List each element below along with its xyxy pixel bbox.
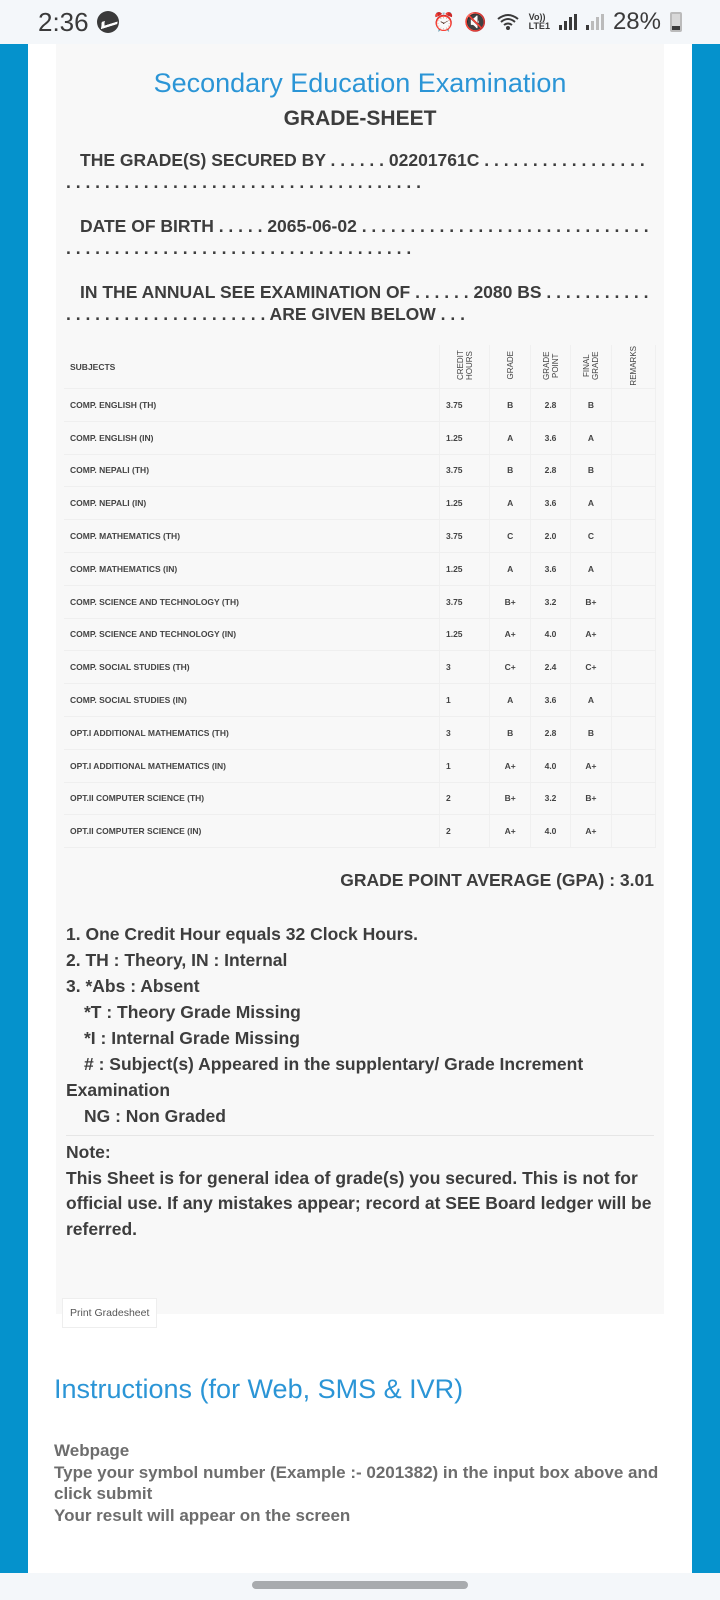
credit-hours-cell: 3.75 (439, 585, 489, 618)
lte-label: LTE1 (528, 21, 550, 31)
secured-by-line: THE GRADE(S) SECURED BY . . . . . . 02201761C . . . . . . . . . . . . . . . . . . . . . . . . . . . . . . . . . . . . . . . . . . . . . . . . . . . . . . (66, 150, 645, 192)
grade-cell: A+ (490, 815, 530, 848)
grade-cell: A+ (490, 749, 530, 782)
header-remarks-label: REMARKS (628, 345, 638, 386)
content-container (28, 44, 692, 1573)
grade-cell: C (490, 520, 530, 553)
wifi-icon (496, 12, 520, 32)
grade-point-cell: 3.2 (530, 585, 570, 618)
exam-title: Secondary Education Examination (153, 68, 567, 98)
table-row (64, 389, 656, 422)
remarks-cell (611, 389, 655, 422)
volte-label: Vo)) (528, 12, 546, 22)
final-grade-cell: A (571, 552, 611, 585)
final-grade-cell: B+ (571, 782, 611, 815)
header-grade-label: GRADE (505, 351, 515, 380)
instructions-line: Type your symbol number (Example :- 0201382) in the input box above and click submit (54, 1462, 659, 1503)
table-row (64, 815, 656, 848)
battery-icon (670, 12, 682, 32)
remarks-cell (611, 716, 655, 749)
legend (56, 921, 664, 1129)
credit-hours-cell: 1 (439, 749, 489, 782)
note-heading: Note: (66, 1142, 111, 1163)
print-gradesheet-button[interactable]: Print Gradesheet (62, 1298, 157, 1328)
final-grade-cell: B+ (571, 585, 611, 618)
final-grade-cell: C (571, 520, 611, 553)
final-grade-cell: A+ (571, 749, 611, 782)
credit-hours-cell: 1.25 (439, 552, 489, 585)
table-row (64, 618, 656, 651)
table-row (64, 454, 656, 487)
grade-point-cell: 2.8 (530, 389, 570, 422)
remarks-cell (611, 684, 655, 717)
remarks-cell (611, 487, 655, 520)
grade-point-cell: 4.0 (530, 749, 570, 782)
table-row (64, 749, 656, 782)
status-left (38, 7, 119, 38)
subject-cell: COMP. MATHEMATICS (IN) (64, 552, 439, 585)
final-grade-cell: A+ (571, 618, 611, 651)
table-header-row (64, 345, 656, 389)
remarks-cell (611, 618, 655, 651)
grade-point-cell: 4.0 (530, 618, 570, 651)
table-row (64, 520, 656, 553)
legend-item: 2. TH : Theory, IN : Internal (66, 950, 288, 971)
subject-cell: COMP. NEPALI (IN) (64, 487, 439, 520)
header-credit-hours (439, 345, 489, 389)
table-row (64, 782, 656, 815)
grade-cell: A (490, 552, 530, 585)
grade-cell: B+ (490, 782, 530, 815)
instructions-body (54, 1440, 664, 1526)
table-row (64, 651, 656, 684)
remarks-cell (611, 651, 655, 684)
grades-table-body (64, 389, 656, 848)
grade-cell: B+ (490, 585, 530, 618)
header-grade-point (530, 345, 570, 389)
legend-sub-item: *T : Theory Grade Missing (84, 1002, 301, 1023)
divider (66, 1135, 654, 1136)
final-grade-cell: A+ (571, 815, 611, 848)
subject-cell: COMP. ENGLISH (IN) (64, 421, 439, 454)
header-subjects: SUBJECTS (64, 345, 439, 389)
subject-cell: COMP. SOCIAL STUDIES (IN) (64, 684, 439, 717)
credit-hours-cell: 3.75 (439, 520, 489, 553)
subject-cell: COMP. ENGLISH (TH) (64, 389, 439, 422)
subject-cell: COMP. NEPALI (TH) (64, 454, 439, 487)
exam-year-line: IN THE ANNUAL SEE EXAMINATION OF . . . . . . 2080 BS . . . . . . . . . . . . . . . . . . . . . . . . . . . . . . . . ARE GIVEN BELOW . . . (66, 282, 649, 324)
subject-cell: OPT.I ADDITIONAL MATHEMATICS (TH) (64, 716, 439, 749)
credit-hours-cell: 1.25 (439, 487, 489, 520)
credit-hours-cell: 3.75 (439, 454, 489, 487)
header-final-grade-label: FINAL GRADE (581, 351, 600, 380)
final-grade-cell: C+ (571, 651, 611, 684)
credit-hours-cell: 3 (439, 651, 489, 684)
grade-point-cell: 2.4 (530, 651, 570, 684)
final-grade-cell: A (571, 487, 611, 520)
table-row (64, 552, 656, 585)
remarks-cell (611, 815, 655, 848)
subject-cell: OPT.II COMPUTER SCIENCE (IN) (64, 815, 439, 848)
legend-item: 3. *Abs : Absent (66, 976, 200, 997)
subject-cell: OPT.II COMPUTER SCIENCE (TH) (64, 782, 439, 815)
table-row (64, 487, 656, 520)
credit-hours-cell: 3.75 (439, 389, 489, 422)
grade-point-cell: 3.6 (530, 487, 570, 520)
grade-sheet-title: GRADE-SHEET (283, 107, 437, 130)
credit-hours-cell: 1.25 (439, 618, 489, 651)
remarks-cell (611, 782, 655, 815)
legend-sub-item-text: # : Subject(s) Appeared in the supplentary/ Grade Increment Examination (66, 1054, 584, 1101)
final-grade-cell: A (571, 684, 611, 717)
credit-hours-cell: 2 (439, 815, 489, 848)
legend-sub-item: NG : Non Graded (84, 1106, 226, 1127)
grade-cell: A (490, 421, 530, 454)
grade-cell: B (490, 389, 530, 422)
grade-cell: B (490, 716, 530, 749)
table-row (64, 684, 656, 717)
note-text: This Sheet is for general idea of grade(s) you secured. This is not for official use. If any mistakes appear; record at SEE Board ledger will be referred. (66, 1167, 652, 1239)
date-of-birth-line: DATE OF BIRTH . . . . . 2065-06-02 . . . . . . . . . . . . . . . . . . . . . . . . . . . . . . . . . . . . . . . . . . . . . . . . . . . . . . . . . . . . . . . . . . (66, 216, 649, 258)
grade-point-cell: 4.0 (530, 815, 570, 848)
subject-cell: OPT.I ADDITIONAL MATHEMATICS (IN) (64, 749, 439, 782)
mute-icon: 🔇 (464, 12, 487, 32)
grade-point-cell: 2.8 (530, 454, 570, 487)
remarks-cell (611, 421, 655, 454)
remarks-cell (611, 749, 655, 782)
note (56, 1140, 664, 1242)
grade-point-cell: 3.2 (530, 782, 570, 815)
header-remarks (611, 345, 655, 389)
status-bar (0, 0, 720, 44)
credit-hours-cell: 1.25 (439, 421, 489, 454)
credit-hours-cell: 3 (439, 716, 489, 749)
alarm-icon: ⏰ (432, 12, 456, 32)
grades-table (64, 345, 656, 848)
legend-item: 1. One Credit Hour equals 32 Clock Hours. (66, 924, 419, 945)
grade-point-cell: 3.6 (530, 684, 570, 717)
table-row (64, 421, 656, 454)
status-right (433, 8, 682, 36)
gpa-summary: GRADE POINT AVERAGE (GPA) : 3.01 (340, 870, 654, 891)
page-background (0, 44, 720, 1573)
remarks-cell (611, 585, 655, 618)
remarks-cell (611, 552, 655, 585)
credit-hours-cell: 2 (439, 782, 489, 815)
grade-point-cell: 3.6 (530, 552, 570, 585)
grade-point-cell: 2.8 (530, 716, 570, 749)
table-row (64, 585, 656, 618)
final-grade-cell: B (571, 389, 611, 422)
grade-cell: A (490, 487, 530, 520)
instructions-line: Your result will appear on the screen (54, 1505, 351, 1525)
subject-cell: COMP. SOCIAL STUDIES (TH) (64, 651, 439, 684)
grade-cell: A+ (490, 618, 530, 651)
header-final-grade (571, 345, 611, 389)
messenger-icon (97, 11, 119, 33)
grade-sheet (56, 44, 664, 1314)
remarks-cell (611, 454, 655, 487)
legend-sub-item (66, 1051, 654, 1103)
subject-cell: COMP. MATHEMATICS (TH) (64, 520, 439, 553)
instructions-heading: Webpage (54, 1441, 130, 1460)
grade-cell: C+ (490, 651, 530, 684)
instructions-title: Instructions (for Web, SMS & IVR) (54, 1374, 464, 1404)
home-gesture-handle[interactable] (252, 1581, 468, 1589)
signal-icon-sim1 (559, 14, 577, 30)
grade-point-cell: 3.6 (530, 421, 570, 454)
clock: 2:36 (38, 6, 89, 37)
volte-lte-indicator (529, 13, 550, 31)
battery-percent: 28% (612, 8, 661, 35)
credit-hours-cell: 1 (439, 684, 489, 717)
remarks-cell (611, 520, 655, 553)
final-grade-cell: B (571, 454, 611, 487)
final-grade-cell: B (571, 716, 611, 749)
header-grade-point-label: GRADE POINT (541, 351, 560, 380)
navigation-bar (0, 1573, 720, 1600)
final-grade-cell: A (571, 421, 611, 454)
legend-sub-item: *I : Internal Grade Missing (84, 1028, 300, 1049)
signal-icon-sim2 (586, 14, 604, 30)
subject-cell: COMP. SCIENCE AND TECHNOLOGY (IN) (64, 618, 439, 651)
grade-cell: B (490, 454, 530, 487)
grade-point-cell: 2.0 (530, 520, 570, 553)
table-row (64, 716, 656, 749)
subject-cell: COMP. SCIENCE AND TECHNOLOGY (TH) (64, 585, 439, 618)
header-credit-hours-label: CREDIT HOURS (455, 350, 474, 381)
header-grade (490, 345, 530, 389)
grade-cell: A (490, 684, 530, 717)
